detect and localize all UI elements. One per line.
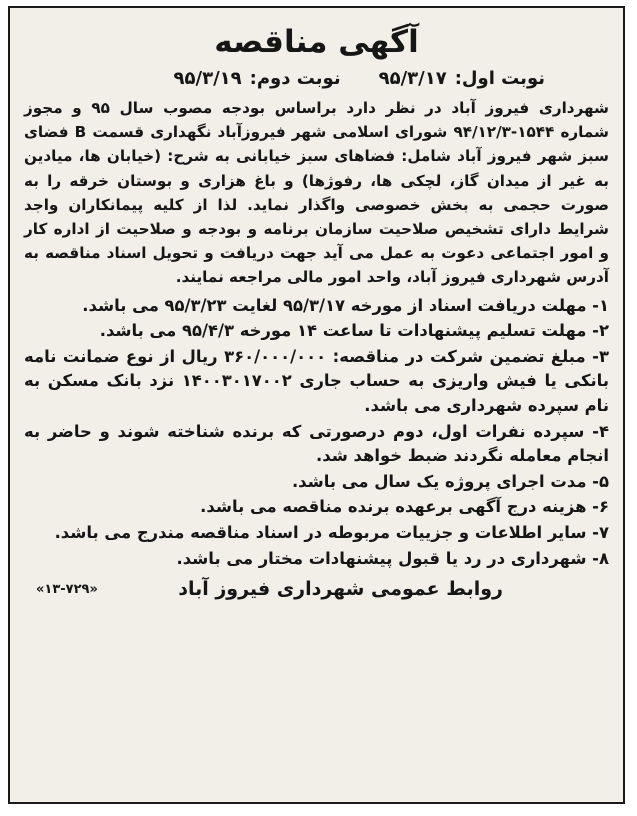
condition-item: ۱- مهلت دریافت اسناد از مورخه ۹۵/۳/۱۷ لغایت ۹۵/۳/۲۳ می باشد. [82, 295, 609, 315]
second-turn-label: نوبت دوم: [249, 68, 341, 89]
notice-title: آگهی مناقصه [214, 24, 419, 60]
reference-code: «۱۳-۷۲۹» [36, 581, 98, 597]
first-turn-label: نوبت اول: [454, 68, 545, 89]
first-turn [379, 66, 545, 92]
condition-item: ۲- مهلت تسلیم پیشنهادات تا ساعت ۱۴ مورخه ۹۵/۴/۳ می باشد. [99, 321, 609, 341]
condition-item: ۶- هزینه درج آگهی برعهده برنده مناقصه می باشد. [200, 497, 609, 517]
condition-item: ۴- سپرده نفرات اول، دوم درصورتی که برنده شناخته شوند و حاضر به انجام معامله نگردند ضبط خواهد شد. [24, 421, 609, 466]
second-turn [174, 66, 341, 92]
notice-intro [10, 92, 623, 290]
notice-footer [10, 574, 623, 604]
condition-item: ۷- سایر اطلاعات و جزییات مربوطه در اسناد مناقصه مندرج می باشد. [54, 522, 609, 542]
condition-item: ۳- مبلغ تضمین شرکت در مناقصه: ۳۶۰/۰۰۰/۰۰۰ ریال از نوع ضمانت نامه بانکی یا فیش واریزی به حساب جاری ۱۴۰۰۳۰۱۷۰۰۲ نزد بانک مسکن به نام سپرده شهرداری می باشد. [24, 346, 609, 415]
first-turn-date: ۹۵/۳/۱۷ [378, 68, 447, 89]
publication-dates [10, 66, 623, 92]
condition-item: ۸- شهرداری در رد یا قبول پیشنهادات مختار می باشد. [176, 548, 609, 568]
conditions-list [10, 290, 623, 572]
condition-item: ۵- مدت اجرای پروژه یک سال می باشد. [291, 471, 609, 491]
signature: روابط عمومی شهرداری فیروز آباد [178, 578, 503, 601]
second-turn-date: ۹۵/۳/۱۹ [173, 68, 242, 89]
tender-notice [8, 6, 625, 804]
intro-paragraph: شهرداری فیروز آباد در نظر دارد براساس بودجه مصوب سال ۹۵ و مجوز شماره ۱۵۴۴-۹۴/۱۲/۳ شورای اسلامی شهر فیروزآباد نگهداری قسمت B فضای سبز شهر فیروز آباد شامل: فضاهای سبز خیابانی به شرح: (خیابان ها، میادین به غیر از میدان گاز، لچکی ها، رفوژها) و باغ هزاری و بوستان خرقه را به صورت حجمی به بخش خصوصی واگذار نماید. لذا از کلیه پیمانکاران واجد شرایط دارای تشخیص صلاحیت سازمان برنامه و بودجه و صلاحیت از اداره کار و امور اجتماعی دعوت به عمل می آید جهت دریافت و تحویل اسناد مناقصه به آدرس شهرداری فیروز آباد، واحد امور مالی مراجعه نمایند. [24, 99, 609, 287]
